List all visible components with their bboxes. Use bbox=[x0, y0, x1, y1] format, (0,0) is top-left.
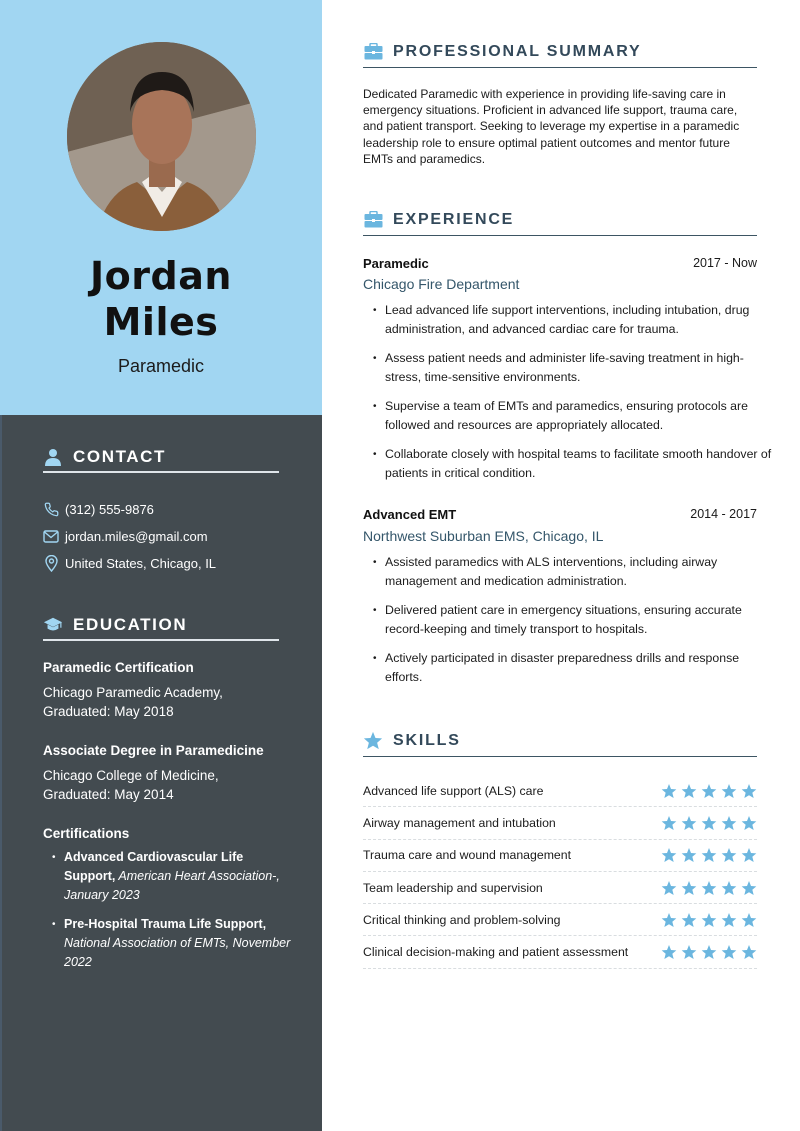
star-icon bbox=[681, 880, 697, 896]
star-icon bbox=[741, 880, 757, 896]
skill-rating bbox=[661, 783, 757, 799]
star-icon bbox=[721, 783, 737, 799]
job-bullet: • Actively participated in disaster preparedness drills and response efforts. bbox=[373, 649, 773, 687]
skill-name: Airway management and intubation bbox=[363, 815, 556, 830]
last-name: Miles bbox=[103, 300, 219, 344]
job-bullet: • Lead advanced life support interventions, including intubation, drug administration, and advanced cardiac care for trauma. bbox=[373, 301, 773, 339]
mail-icon bbox=[43, 528, 59, 544]
star-icon bbox=[741, 847, 757, 863]
skill-rating bbox=[661, 847, 757, 863]
star-icon bbox=[701, 783, 717, 799]
summary-heading-label: PROFESSIONAL SUMMARY bbox=[393, 42, 642, 60]
certification-detail: National Association of EMTs, November 2022 bbox=[64, 936, 291, 969]
star-icon bbox=[661, 847, 677, 863]
star-icon bbox=[721, 815, 737, 831]
education-item-date: Graduated: May 2014 bbox=[43, 787, 174, 802]
contact-email bbox=[43, 528, 208, 544]
star-icon bbox=[721, 847, 737, 863]
job-bullet: • Assisted paramedics with ALS interventions, including airway management and medication administration. bbox=[373, 553, 773, 591]
certification-detail: American Heart Association-, January 2023 bbox=[64, 869, 280, 902]
certification-item bbox=[52, 915, 292, 972]
phone-number[interactable]: (312) 555-9876 bbox=[65, 501, 154, 517]
job-bullet: • Collaborate closely with hospital teams to facilitate smooth handover of patients in critical condition. bbox=[373, 445, 773, 483]
skill-rating bbox=[661, 944, 757, 960]
briefcase-icon bbox=[363, 210, 383, 230]
certifications-list bbox=[52, 848, 292, 982]
job-company: Chicago Fire Department bbox=[363, 276, 520, 292]
contact-phone bbox=[43, 501, 154, 517]
certification-item bbox=[52, 848, 292, 905]
graduation-cap-icon bbox=[43, 615, 63, 635]
contact-heading-label: CONTACT bbox=[73, 447, 167, 466]
skill-name: Team leadership and supervision bbox=[363, 880, 543, 895]
star-icon bbox=[701, 815, 717, 831]
star-icon bbox=[741, 783, 757, 799]
briefcase-icon bbox=[363, 42, 383, 62]
location-text: United States, Chicago, IL bbox=[65, 555, 217, 571]
star-icon bbox=[681, 944, 697, 960]
skill-name: Advanced life support (ALS) care bbox=[363, 783, 544, 798]
certification-name: Pre-Hospital Trauma Life Support, bbox=[64, 917, 267, 931]
certification-name: Advanced Cardiovascular Life Support, bbox=[64, 850, 244, 883]
star-icon bbox=[701, 847, 717, 863]
skill-row bbox=[363, 840, 757, 872]
skill-row bbox=[363, 904, 757, 936]
star-icon bbox=[681, 847, 697, 863]
experience-heading-label: EXPERIENCE bbox=[393, 210, 515, 228]
summary-text: Dedicated Paramedic with experience in providing life-saving care in emergency situations. Proficient in advanced life support, trauma care, and patient transport. Seeking to leverage my expertise in a paramedic leadership role to ensure optimal patient outcomes and mentor future EMTs and paramedics. bbox=[363, 87, 740, 166]
job-title: Advanced EMT bbox=[363, 507, 457, 522]
star-icon bbox=[681, 912, 697, 928]
skills-list bbox=[363, 775, 757, 969]
summary-heading bbox=[363, 40, 757, 68]
star-icon bbox=[721, 912, 737, 928]
star-icon bbox=[661, 880, 677, 896]
contact-heading bbox=[43, 443, 279, 473]
education-item-date: Graduated: May 2018 bbox=[43, 704, 174, 719]
job-company: Northwest Suburban EMS, Chicago, IL bbox=[363, 528, 604, 544]
skill-row bbox=[363, 807, 757, 839]
first-name: Jordan bbox=[90, 254, 232, 298]
star-icon bbox=[681, 783, 697, 799]
education-heading-label: EDUCATION bbox=[73, 615, 188, 634]
star-icon bbox=[661, 912, 677, 928]
job-bullets bbox=[373, 301, 773, 493]
job-dates: 2017 - Now bbox=[693, 256, 757, 270]
experience-heading bbox=[363, 208, 757, 236]
skill-rating bbox=[661, 815, 757, 831]
star-icon bbox=[701, 880, 717, 896]
phone-icon bbox=[43, 501, 59, 517]
skill-rating bbox=[661, 880, 757, 896]
star-icon bbox=[701, 944, 717, 960]
job-title: Paramedic bbox=[363, 256, 429, 271]
certifications-heading: Certifications bbox=[43, 826, 130, 841]
skills-heading bbox=[363, 729, 757, 757]
user-icon bbox=[43, 447, 63, 467]
job-role: Paramedic bbox=[117, 356, 205, 376]
education-item-title: Paramedic Certification bbox=[43, 660, 194, 675]
location-pin-icon bbox=[43, 555, 59, 571]
email-address[interactable]: jordan.miles@gmail.com bbox=[65, 528, 208, 544]
skills-heading-label: SKILLS bbox=[393, 731, 461, 749]
skill-row bbox=[363, 872, 757, 904]
education-item-school: Chicago College of Medicine, bbox=[43, 768, 219, 783]
star-icon bbox=[721, 880, 737, 896]
star-icon bbox=[701, 912, 717, 928]
star-icon bbox=[363, 731, 383, 751]
profile-photo bbox=[67, 42, 256, 231]
job-dates: 2014 - 2017 bbox=[690, 507, 757, 521]
star-icon bbox=[661, 944, 677, 960]
job-bullet: • Supervise a team of EMTs and paramedics, ensuring protocols are followed and resources are appropriately allocated. bbox=[373, 397, 773, 435]
skill-row bbox=[363, 936, 757, 968]
skill-name: Trauma care and wound management bbox=[363, 848, 572, 863]
star-icon bbox=[661, 815, 677, 831]
job-bullet: • Assess patient needs and administer life-saving treatment in high-stress, time-sensitive environments. bbox=[373, 349, 773, 387]
job-bullets bbox=[373, 553, 773, 697]
education-item-title: Associate Degree in Paramedicine bbox=[43, 743, 264, 758]
skill-row bbox=[363, 775, 757, 807]
star-icon bbox=[661, 783, 677, 799]
education-heading bbox=[43, 611, 279, 641]
star-icon bbox=[721, 944, 737, 960]
star-icon bbox=[741, 912, 757, 928]
skill-name: Clinical decision-making and patient assessment bbox=[363, 945, 629, 960]
education-item-school: Chicago Paramedic Academy, bbox=[43, 685, 223, 700]
avatar bbox=[67, 42, 256, 231]
star-icon bbox=[741, 944, 757, 960]
skill-name: Critical thinking and problem-solving bbox=[363, 912, 561, 927]
star-icon bbox=[741, 815, 757, 831]
skill-rating bbox=[661, 912, 757, 928]
star-icon bbox=[681, 815, 697, 831]
job-bullet: • Delivered patient care in emergency situations, ensuring accurate record-keeping and timely transport to hospitals. bbox=[373, 601, 773, 639]
contact-location bbox=[43, 555, 216, 571]
